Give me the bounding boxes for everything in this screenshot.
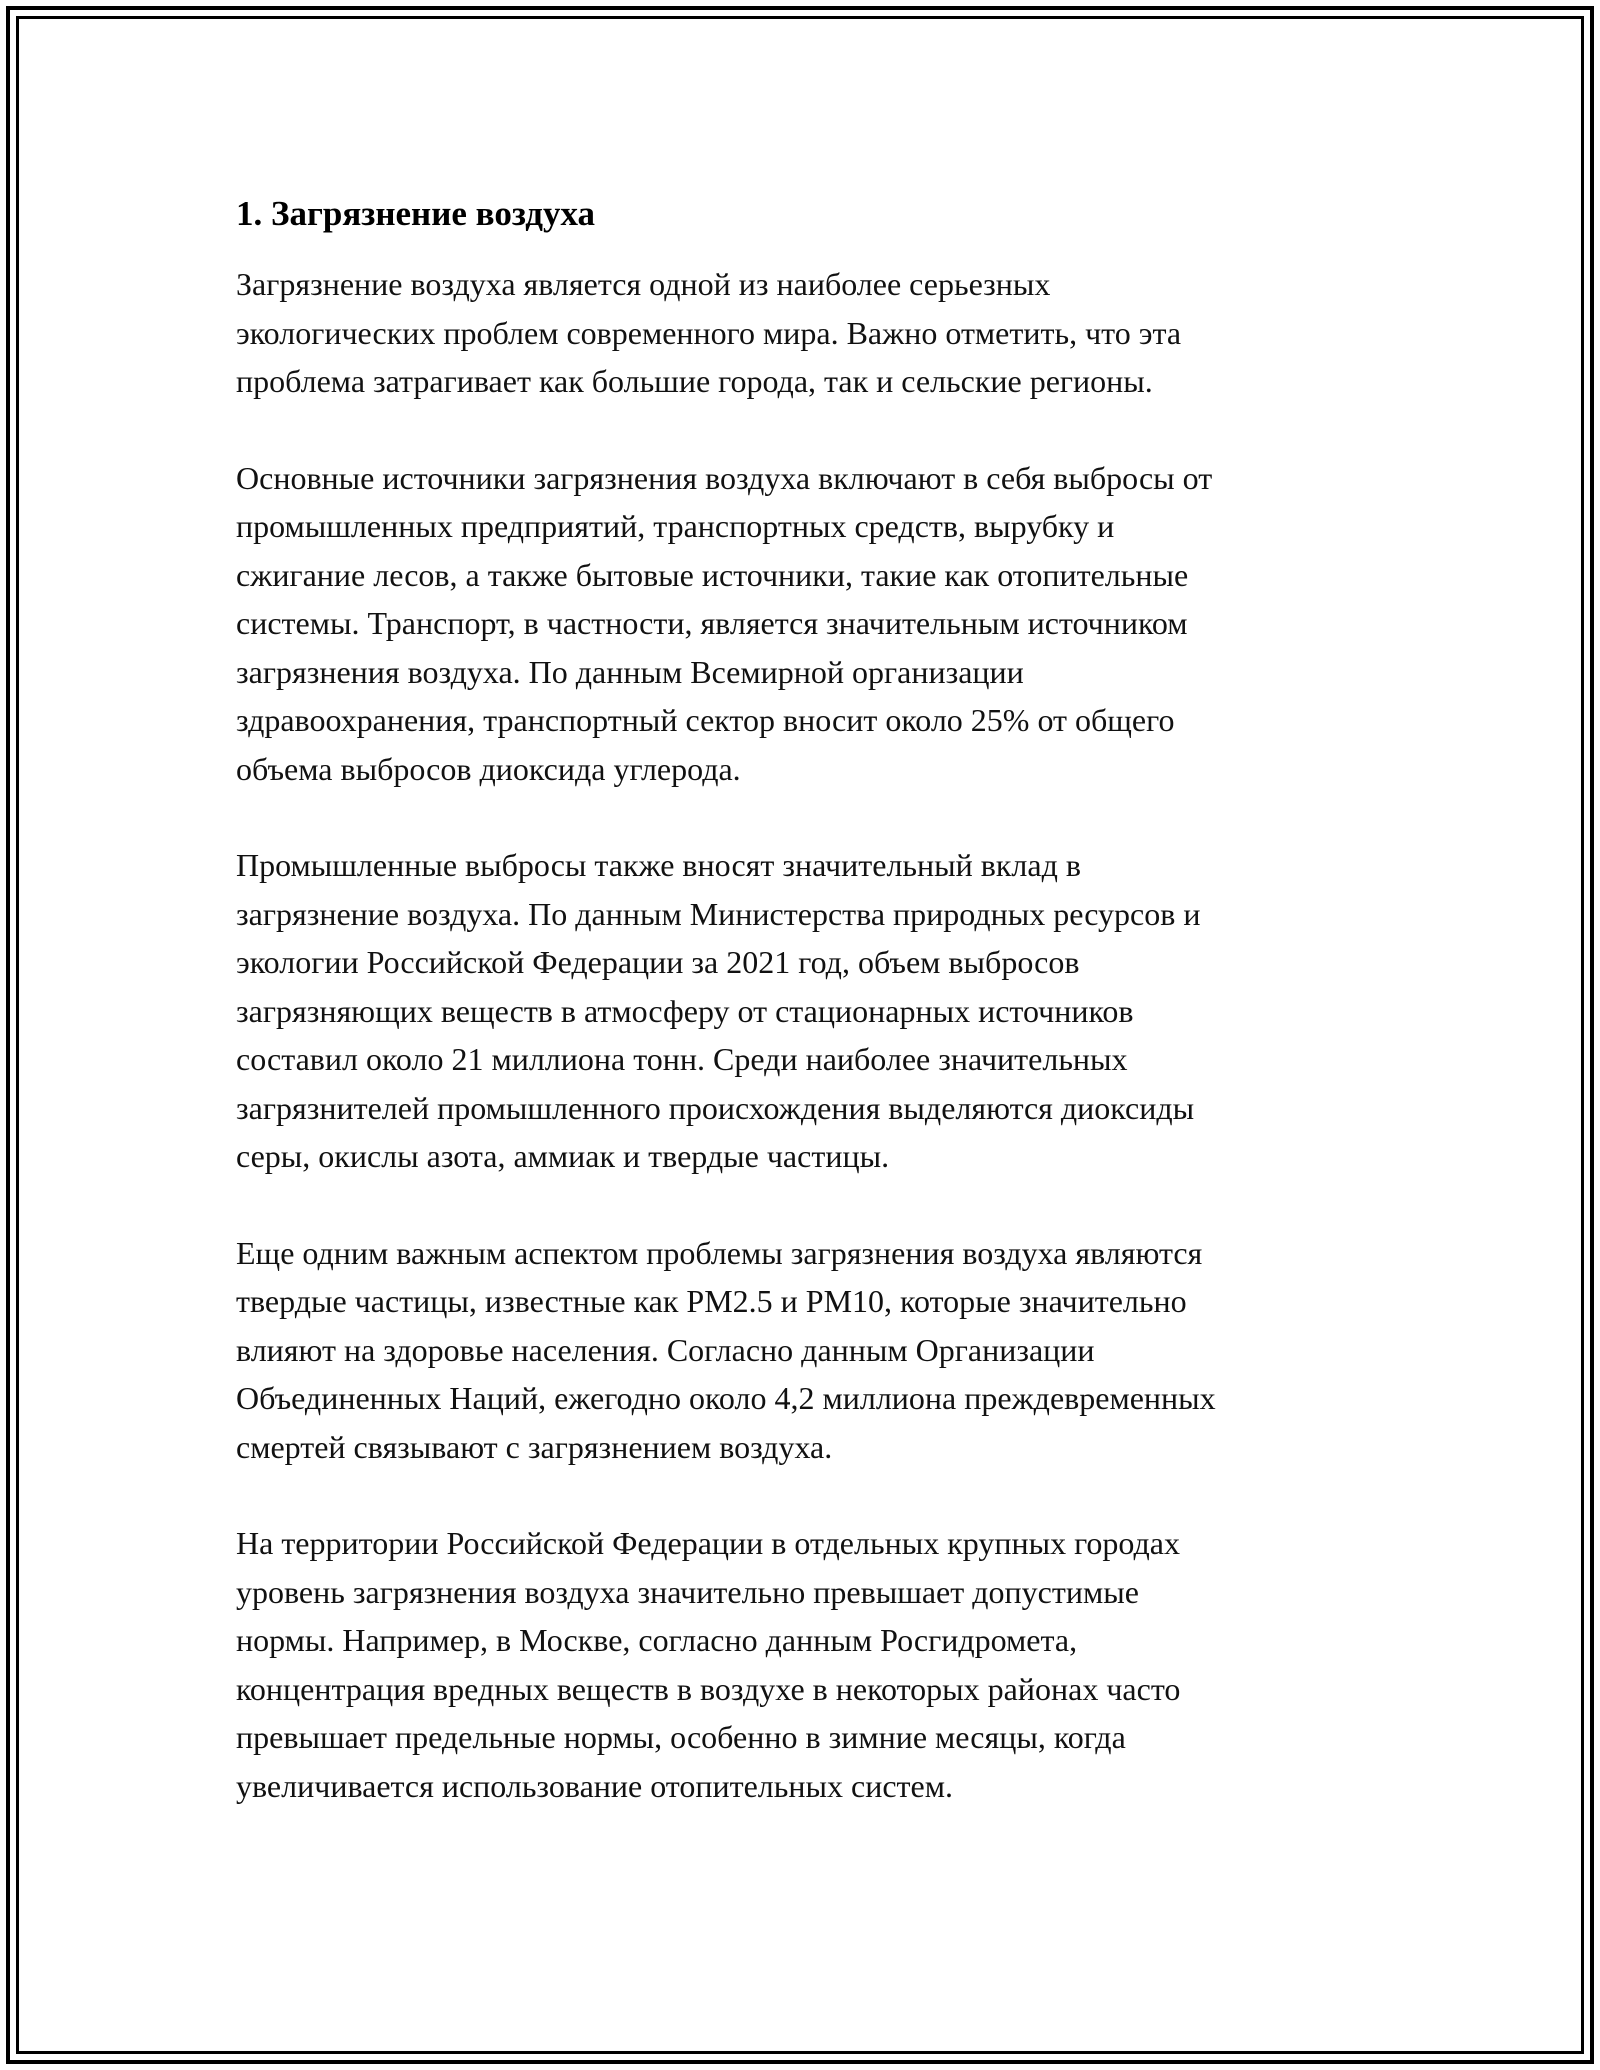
paragraph-line: Загрязнение воздуха является одной из наиболее серьезных	[236, 266, 1051, 302]
paragraph-2	[236, 454, 1396, 794]
paragraph-line: Основные источники загрязнения воздуха включают в себя выбросы от	[236, 459, 1213, 496]
paragraph-line: концентрация вредных веществ в воздухе в некоторых районах часто	[236, 1670, 1181, 1707]
paragraph-line: экологии Российской Федерации за 2021 год, объем выбросов	[236, 944, 1080, 980]
section-heading: 1. Загрязнение воздуха	[236, 194, 595, 233]
paragraph-line: загрязнение воздуха. По данным Министерства природных ресурсов и	[236, 895, 1201, 932]
paragraph-line: сжигание лесов, а также бытовые источники, такие как отопительные	[236, 556, 1189, 593]
paragraph-line: загрязнения воздуха. По данным Всемирной организации	[236, 653, 1024, 690]
paragraph-line: влияют на здоровье населения. Согласно данным Организации	[236, 1331, 1095, 1368]
paragraph-line: Еще одним важным аспектом проблемы загрязнения воздуха являются	[236, 1234, 1203, 1271]
paragraph-line: системы. Транспорт, в частности, является значительным источником	[236, 605, 1188, 641]
paragraph-line: Промышленные выбросы также вносят значительный вклад в	[236, 847, 1081, 883]
paragraph-line: смертей связывают с загрязнением воздуха.	[236, 1428, 833, 1465]
paragraph-3	[236, 841, 1396, 1181]
paragraph-line: твердые частицы, известные как PM2.5 и PM10, которые значительно	[236, 1283, 1187, 1319]
paragraph-line: нормы. Например, в Москве, согласно данным Росгидромета,	[236, 1622, 1078, 1658]
paragraph-line: Объединенных Наций, ежегодно около 4,2 миллиона преждевременных	[236, 1380, 1216, 1416]
paragraph-line: загрязняющих веществ в атмосферу от стационарных источников	[236, 992, 1134, 1029]
paragraph-line: превышает предельные нормы, особенно в зимние месяцы, когда	[236, 1719, 1126, 1755]
paragraph-line: На территории Российской Федерации в отдельных крупных городах	[236, 1525, 1180, 1561]
paragraph-line: промышленных предприятий, транспортных средств, вырубку и	[236, 508, 1115, 544]
paragraph-1	[236, 260, 1396, 406]
paragraph-line: проблема затрагивает как большие города, так и сельские регионы.	[236, 363, 1153, 399]
paragraph-line: загрязнителей промышленного происхождения выделяются диоксиды	[236, 1089, 1195, 1126]
document-body	[236, 190, 1396, 1858]
paragraph-line: увеличивается использование отопительных систем.	[236, 1767, 953, 1804]
paragraph-line: уровень загрязнения воздуха значительно превышает допустимые	[236, 1573, 1139, 1610]
paragraph-line: здравоохранения, транспортный сектор вносит около 25% от общего	[236, 702, 1175, 738]
paragraph-line: составил около 21 миллиона тонн. Среди наиболее значительных	[236, 1041, 1128, 1077]
paragraph-4	[236, 1229, 1396, 1472]
paragraph-5	[236, 1519, 1396, 1810]
paragraph-line: объема выбросов диоксида углерода.	[236, 750, 741, 787]
paragraph-line: серы, окислы азота, аммиак и твердые частицы.	[236, 1138, 890, 1174]
paragraph-line: экологических проблем современного мира. Важно отметить, что эта	[236, 314, 1182, 351]
